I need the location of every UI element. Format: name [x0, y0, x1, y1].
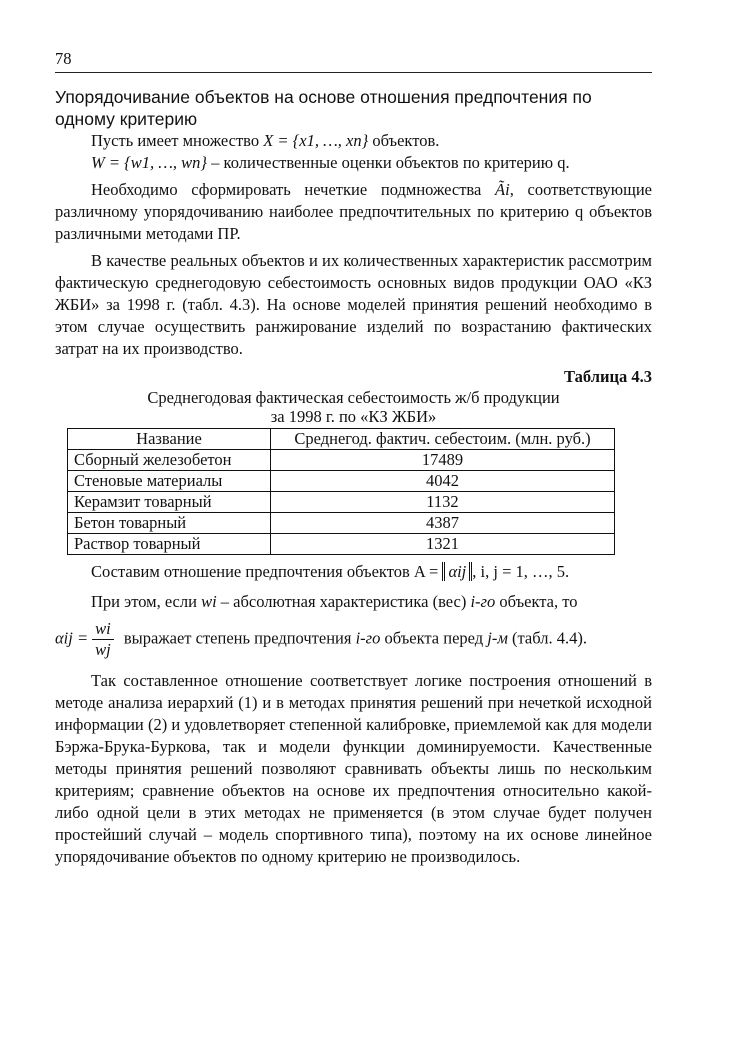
page-number: 78 — [55, 49, 72, 68]
text: , i, j = 1, …, 5. — [472, 562, 570, 581]
text: При этом, если — [91, 592, 202, 611]
formula-a-tilde: Ãi — [495, 180, 510, 199]
table-row — [68, 471, 615, 492]
fraction-numerator: wi — [92, 619, 114, 640]
column-header-cost: Среднегод. фактич. себестоим. (млн. руб.) — [271, 429, 615, 450]
section-heading: Упорядочивание объектов на основе отношения предпочтения по одному критерию — [55, 87, 592, 129]
formula-wi: wi — [201, 592, 217, 611]
cost-table — [67, 428, 615, 555]
table-caption-line1: Среднегодовая фактическая себестоимость ж/б продукции — [147, 388, 560, 407]
text: – абсолютная характеристика (вес) — [216, 592, 471, 611]
fraction-denominator: wj — [95, 640, 111, 659]
column-header-name: Название — [68, 429, 271, 450]
cell-cost: 1321 — [271, 534, 615, 555]
paragraph-real-objects: В качестве реальных объектов и их количественных характеристик рассмотрим фактическую среднегодовую себестоимость основных видов продукции ОАО «КЗ ЖБИ» за 1998 г. (табл. 4.3). На основе моделей принятия решений необходимо в этом случае осуществить ранжирование изделий по возрастанию фактических затрат на их производство. — [55, 251, 652, 358]
cell-name: Стеновые материалы — [68, 471, 271, 492]
table-caption-line2: за 1998 г. по «КЗ ЖБИ» — [270, 407, 437, 426]
text: выражает степень предпочтения — [119, 628, 356, 648]
paragraph-set-w — [55, 152, 652, 174]
paragraph-fuzzy-subsets — [55, 179, 652, 245]
formula-w: W = {w1, …, wn} — [91, 153, 208, 172]
cell-cost: 17489 — [271, 450, 615, 471]
table-row — [68, 513, 615, 534]
document-page — [55, 48, 652, 868]
cell-name: Керамзит товарный — [68, 492, 271, 513]
table-row — [68, 534, 615, 555]
paragraph-relation — [55, 561, 652, 583]
cell-name: Бетон товарный — [68, 513, 271, 534]
formula-x: X = {x1, …, xn} — [263, 131, 369, 150]
paragraph-weight — [55, 591, 652, 613]
paragraph-fraction — [55, 619, 652, 660]
text: , соответствующие различному упорядочиванию наиболее предпочтительных по критерию q объектов различными методами ПР. — [55, 180, 652, 243]
text: объектов. — [368, 131, 440, 150]
cell-cost: 4387 — [271, 513, 615, 534]
table-row — [68, 450, 615, 471]
text-italic: i-го — [355, 628, 381, 648]
text: объекта перед — [380, 628, 488, 648]
table-row — [68, 492, 615, 513]
text: (табл. 4.4). — [507, 628, 587, 648]
cell-cost: 4042 — [271, 471, 615, 492]
text-italic: i-го — [470, 592, 496, 611]
text: – количественные оценки объектов по критерию q. — [207, 153, 570, 172]
text: Составим отношение предпочтения объектов A = — [91, 562, 443, 581]
text: объекта, то — [495, 592, 578, 611]
header-rule — [55, 72, 652, 73]
table-number: Таблица 4.3 — [564, 367, 652, 386]
paragraph-conclusion: Так составленное отношение соответствует логике построения отношений в методе анализа иерархий (1) и в методах принятия решений при нечеткой исходной информации (2) и удовлетворяет степенной калибровке, приемлемой как для модели Бэржа-Брука-Буркова, так и модели функции доминируемости. Качественные методы принятия решений позволяют сравнивать объекты лишь по нескольким критериям; сравнение объектов на основе их предпочтения относительно какой-либо одной цели в этих методах не применяется (в этом случае будет получен простейший случай – модель спортивного типа), поэтому на их основе линейное упорядочивание объектов по одному критерию не производилось. — [55, 671, 652, 866]
text: Необходимо сформировать нечеткие подмножества — [91, 180, 496, 199]
formula-alpha: αij = — [55, 628, 89, 648]
paragraph-set-x — [55, 130, 652, 152]
cell-name: Сборный железобетон — [68, 450, 271, 471]
text: Пусть имеет множество — [91, 131, 264, 150]
fraction — [92, 619, 114, 660]
formula-norm: αij — [442, 562, 472, 581]
cell-name: Раствор товарный — [68, 534, 271, 555]
text-italic: j-м — [487, 628, 508, 648]
cell-cost: 1132 — [271, 492, 615, 513]
table-header-row — [68, 429, 615, 450]
